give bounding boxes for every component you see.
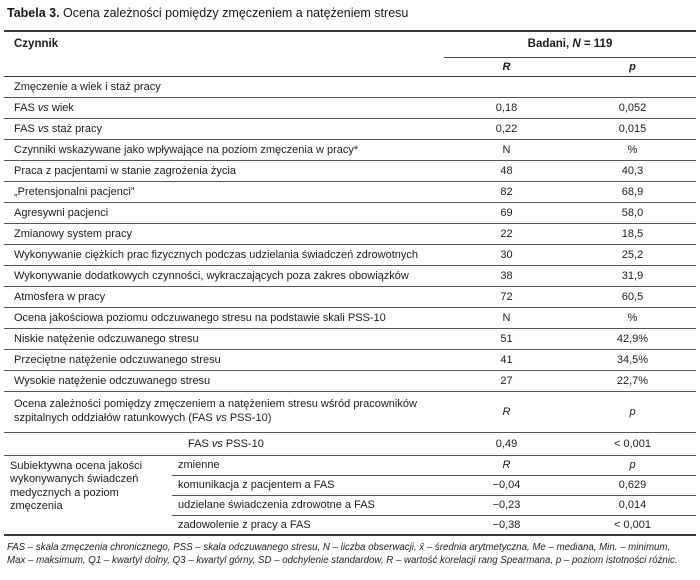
table-row bbox=[4, 370, 696, 391]
row-label bbox=[172, 432, 444, 455]
row-label-post: wiek bbox=[48, 101, 74, 114]
row-value-p: 60,5 bbox=[569, 286, 696, 307]
row-label: Przeciętne natężenie odczuwanego stresu bbox=[4, 349, 444, 370]
table-row bbox=[4, 139, 696, 160]
row-label-vs: vs bbox=[37, 101, 49, 114]
row-label-post: staż pracy bbox=[48, 122, 103, 135]
row-label: „Pretensjonalni pacjenci” bbox=[4, 181, 444, 202]
row-label: Praca z pacjentami w stanie zagrożenia życia bbox=[4, 160, 444, 181]
table-row bbox=[4, 76, 696, 97]
statistics-table bbox=[4, 30, 696, 536]
row-label: Czynniki wskazywane jako wpływające na poziom zmęczenia w pracy* bbox=[4, 139, 444, 160]
header-group bbox=[444, 31, 696, 57]
header-group-n: N bbox=[572, 38, 581, 50]
subjective-rowspan-label: Subiektywna ocena jakości wykonywanych świadczeń medycznych a poziom zmęczenia bbox=[4, 455, 172, 535]
sub-row-value-p: p bbox=[569, 455, 696, 475]
table-row bbox=[4, 328, 696, 349]
row-value-r: 38 bbox=[444, 265, 569, 286]
footnote-line2: Max – maksimum, Q1 – kwartyl dolny, Q3 – kwartyl górny, SD – odchylenie standardow, R – wartość korelacji rang Spearmana, p – poziom istotności różnic. bbox=[7, 555, 678, 566]
table-footnote bbox=[4, 541, 696, 567]
row-label-vs: vs bbox=[37, 122, 49, 135]
row-value-r: N bbox=[444, 307, 569, 328]
row-label: Wykonywanie dodatkowych czynności, wykraczających poza zakres obowiązków bbox=[4, 265, 444, 286]
row-label bbox=[4, 97, 444, 118]
sub-row-value-p: 0,629 bbox=[569, 475, 696, 495]
row-value-r: 72 bbox=[444, 286, 569, 307]
row-label: Wysokie natężenie odczuwanego stresu bbox=[4, 370, 444, 391]
row-value-p: 0,052 bbox=[569, 97, 696, 118]
sub-row-value-p: < 0,001 bbox=[569, 515, 696, 535]
row-label: Niskie natężenie odczuwanego stresu bbox=[4, 328, 444, 349]
sub-row-label: zadowolenie z pracy a FAS bbox=[172, 515, 444, 535]
header-factor: Czynnik bbox=[4, 31, 444, 76]
row-value-p: 0,015 bbox=[569, 118, 696, 139]
table-row bbox=[4, 202, 696, 223]
table-row bbox=[4, 118, 696, 139]
row-value-r: 48 bbox=[444, 160, 569, 181]
sub-row-label: udzielane świadczenia zdrowotne a FAS bbox=[172, 495, 444, 515]
row-value-r: 27 bbox=[444, 370, 569, 391]
row-label-pre: FAS bbox=[14, 122, 38, 135]
subjective-block-row bbox=[4, 455, 696, 475]
row-label-post: PSS-10) bbox=[226, 411, 272, 424]
row-label-pre: szpitalnych oddziałów ratunkowych (FAS bbox=[14, 411, 216, 424]
table-row bbox=[4, 307, 696, 328]
table-row bbox=[4, 286, 696, 307]
row-value-p: 68,9 bbox=[569, 181, 696, 202]
row-label-pre: FAS bbox=[14, 101, 38, 114]
row-label: Agresywni pacjenci bbox=[4, 202, 444, 223]
row-value-r: 0,22 bbox=[444, 118, 569, 139]
table-row-section-fas-pss bbox=[4, 391, 696, 432]
row-label bbox=[4, 118, 444, 139]
row-value-p: 34,5% bbox=[569, 349, 696, 370]
table-row bbox=[4, 349, 696, 370]
row-value-p: 25,2 bbox=[569, 244, 696, 265]
table-row bbox=[4, 265, 696, 286]
row-label-line1: Ocena zależności pomiędzy zmęczeniem a natężeniem stresu wśród pracowników bbox=[14, 398, 417, 410]
table-row-fas-vs-pss bbox=[4, 432, 696, 455]
row-value-r: 30 bbox=[444, 244, 569, 265]
table-row bbox=[4, 223, 696, 244]
row-label: Atmosfera w pracy bbox=[4, 286, 444, 307]
row-label: Ocena jakościowa poziomu odczuwanego stresu na podstawie skali PSS-10 bbox=[4, 307, 444, 328]
row-value-p: % bbox=[569, 307, 696, 328]
row-label-vs: vs bbox=[215, 411, 227, 424]
row-value-p: 18,5 bbox=[569, 223, 696, 244]
sub-row-value-r: −0,23 bbox=[444, 495, 569, 515]
table-row bbox=[4, 181, 696, 202]
table-caption-number: Tabela 3. bbox=[7, 6, 60, 20]
row-value-p: 58,0 bbox=[569, 202, 696, 223]
sub-row-value-p: 0,014 bbox=[569, 495, 696, 515]
header-group-pre: Badani, bbox=[527, 38, 573, 50]
row-value-r bbox=[444, 76, 569, 97]
table-caption bbox=[4, 6, 696, 21]
row-value-r: 69 bbox=[444, 202, 569, 223]
sub-row-value-r: −0,38 bbox=[444, 515, 569, 535]
row-value-p: 40,3 bbox=[569, 160, 696, 181]
header-row-1 bbox=[4, 31, 696, 57]
row-value-p: % bbox=[569, 139, 696, 160]
row-label-vs: vs bbox=[211, 437, 223, 450]
row-label-post: PSS-10 bbox=[222, 437, 264, 450]
header-col-p: p bbox=[569, 57, 696, 76]
row-value-p bbox=[569, 76, 696, 97]
header-col-r: R bbox=[444, 57, 569, 76]
table-row bbox=[4, 160, 696, 181]
row-value-r: 22 bbox=[444, 223, 569, 244]
footnote-line1: FAS – skala zmęczenia chronicznego, PSS – skala odczuwanego stresu, N – liczba obserwacji, x̄ – średnia arytmetyczna, Me – mediana, Min. – minimum, bbox=[7, 542, 671, 553]
row-value-p: < 0,001 bbox=[569, 432, 696, 455]
table-row bbox=[4, 97, 696, 118]
row-value-r: 41 bbox=[444, 349, 569, 370]
row-label: Zmianowy system pracy bbox=[4, 223, 444, 244]
row-label bbox=[4, 391, 444, 432]
row-label: Wykonywanie ciężkich prac fizycznych podczas udzielania świadczeń zdrowotnych bbox=[4, 244, 444, 265]
row-label-line2 bbox=[14, 412, 440, 426]
row-value-p: 31,9 bbox=[569, 265, 696, 286]
row-value-r: N bbox=[444, 139, 569, 160]
row-value-r: 82 bbox=[444, 181, 569, 202]
row-value-r: 51 bbox=[444, 328, 569, 349]
row-value-p: 42,9% bbox=[569, 328, 696, 349]
table-caption-text: Ocena zależności pomiędzy zmęczeniem a natężeniem stresu bbox=[59, 6, 409, 20]
row-value-r: 0,49 bbox=[444, 432, 569, 455]
sub-row-label: komunikacja z pacjentem a FAS bbox=[172, 475, 444, 495]
sub-row-value-r: R bbox=[444, 455, 569, 475]
row-label: Zmęczenie a wiek i staż pracy bbox=[4, 76, 444, 97]
empty-cell bbox=[4, 432, 172, 455]
row-value-p: 22,7% bbox=[569, 370, 696, 391]
sub-row-label: zmienne bbox=[172, 455, 444, 475]
row-label-pre: FAS bbox=[188, 437, 212, 450]
header-group-post: = 119 bbox=[580, 38, 613, 50]
row-value-r: 0,18 bbox=[444, 97, 569, 118]
sub-row-value-r: −0,04 bbox=[444, 475, 569, 495]
table-row bbox=[4, 244, 696, 265]
row-value-p: p bbox=[569, 391, 696, 432]
row-value-r: R bbox=[444, 391, 569, 432]
